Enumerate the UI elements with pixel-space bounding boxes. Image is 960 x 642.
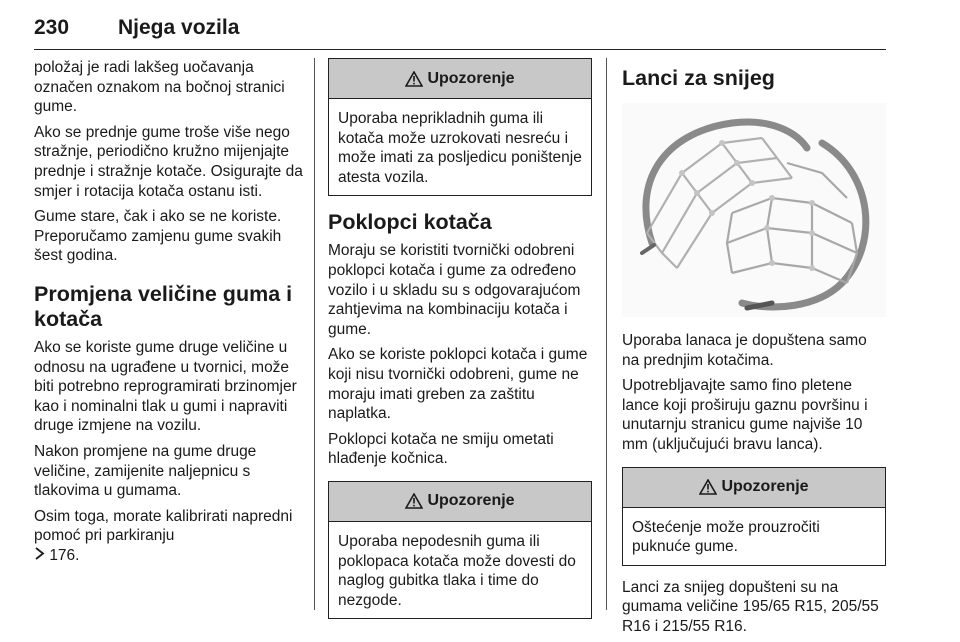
paragraph <box>34 507 304 566</box>
warning-header <box>329 482 591 522</box>
paragraph: Moraju se koristiti tvornički odobreni poklopci kotača i gume za određeno vozilo i u skladu su s odgovarajućom zahtjevima na kombinaciju kotača i gume. <box>328 242 581 338</box>
paragraph: Upotrebljavajte samo fino pletene lance koji proširuju gaznu površinu i unutarnju stranicu gume najviše 10 mm (uključujući bravu lanca). <box>622 377 868 453</box>
column-left <box>34 58 304 571</box>
page-reference-link[interactable]: 176. <box>49 546 80 564</box>
paragraph: Nakon promjene na gume druge veličine, zamijenite naljepnicu s tlakovima u gumama. <box>34 442 257 500</box>
warning-triangle-icon <box>405 71 423 87</box>
section-title: Njega vozila <box>118 16 240 39</box>
section-heading-tyre-size-change: Promjena veličine guma i kotača <box>34 281 293 331</box>
column-right <box>622 58 886 642</box>
warning-title: Upozorenje <box>427 492 515 510</box>
warning-triangle-icon <box>405 493 423 509</box>
column-divider <box>314 58 315 610</box>
snow-chain-illustration <box>622 103 886 317</box>
column-divider <box>606 58 607 610</box>
warning-box <box>328 481 592 619</box>
paragraph: Lanci za snijeg dopušteni su na gumama veličine 195/65 R15, 205/55 R16 i 215/55 R16. <box>622 578 879 635</box>
warning-box <box>328 58 592 196</box>
page-header <box>34 10 886 50</box>
paragraph: Ako se koriste gume druge veličine u odnosu na ugrađene u tvornici, može biti potrebno reprogramirati brzinomjer kao i nominalni tlak u gumi i napraviti druge izmjene na vozilu. <box>34 338 297 435</box>
paragraph-text: Osim toga, morate kalibrirati napredni pomoć pri parkiranju <box>34 507 293 545</box>
paragraph: Gume stare, čak i ako se ne koriste. Preporučamo zamjenu gume svakih šest godina. <box>34 208 282 265</box>
column-middle <box>328 58 592 629</box>
paragraph: Ako se prednje gume troše više nego stražnje, periodično kružno mijenjajte prednje i stražnje kotače. Osigurajte da smjer i rotacija kotača ostanu isti. <box>34 123 303 200</box>
section-heading-snow-chains: Lanci za snijeg <box>622 66 775 90</box>
paragraph: Uporaba lanaca je dopuštena samo na prednjim kotačima. <box>622 332 867 369</box>
warning-text: Oštećenje može prouzročiti puknuće gume. <box>632 518 820 556</box>
warning-header <box>329 59 591 99</box>
paragraph: položaj je radi lakšeg uočavanja označen oznakom na bočnoj stranici gume. <box>34 59 285 116</box>
page-number: 230 <box>34 16 70 39</box>
warning-box <box>622 467 886 566</box>
warning-text: Uporaba neprikladnih guma ili kotača može uzrokovati nesreću i može imati za posljedicu poništenje atesta vozila. <box>338 110 582 186</box>
section-heading-wheel-covers: Poklopci kotača <box>328 210 492 235</box>
paragraph: Ako se koriste poklopci kotača i gume koji nisu tvornički odobreni, gume ne moraju imati greben za zaštitu naplatka. <box>328 346 588 423</box>
warning-title: Upozorenje <box>721 478 809 496</box>
warning-title: Upozorenje <box>427 69 515 87</box>
arrow-reference-icon <box>34 546 45 566</box>
warning-text: Uporaba nepodesnih guma ili poklopaca kotača može dovesti do naglog gubitka tlaka i time do nezgode. <box>338 532 576 609</box>
paragraph: Poklopci kotača ne smiju ometati hlađenje kočnica. <box>328 430 554 468</box>
warning-header <box>623 468 885 508</box>
warning-triangle-icon <box>699 479 717 495</box>
